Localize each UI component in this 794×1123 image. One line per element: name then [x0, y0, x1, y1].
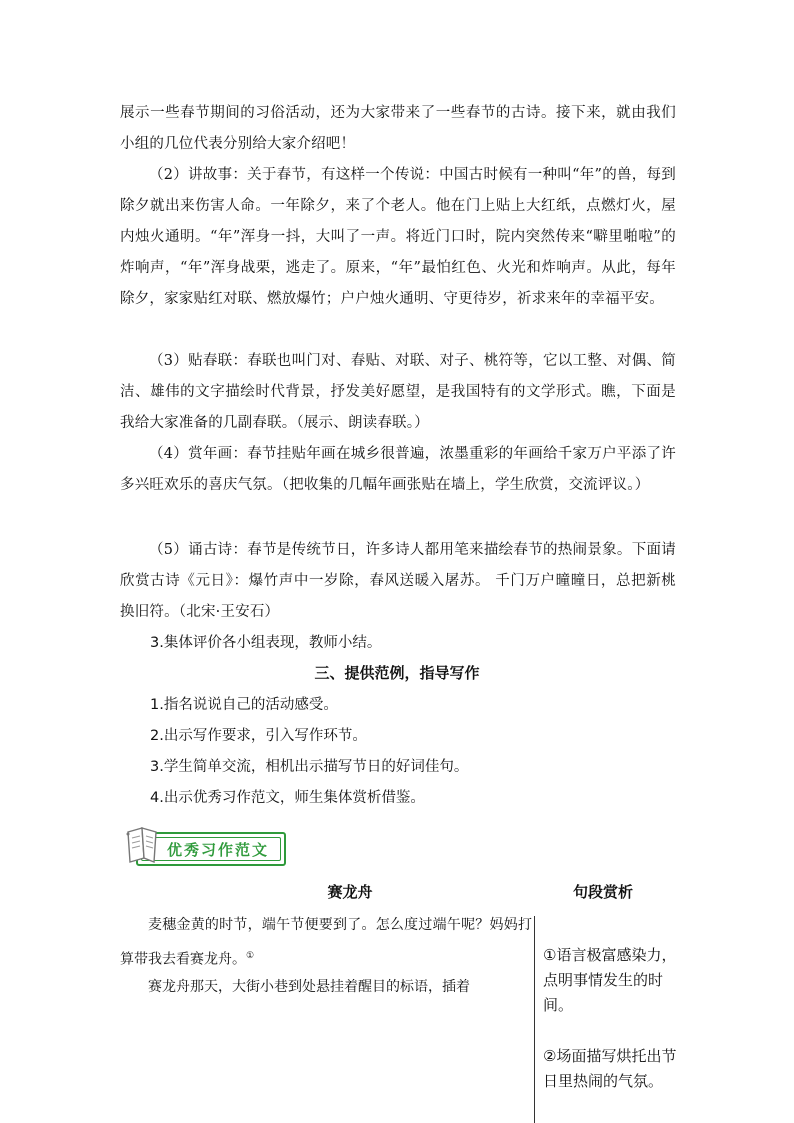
analysis-note-1: ①语言极富感染力，点明事情发生的时间。: [543, 946, 677, 1014]
step-4: 4.出示优秀习作范文，师生集体赏析借鉴。: [150, 790, 425, 806]
column-divider: [534, 916, 535, 1123]
step-3: 3.学生简单交流，相机出示描写节日的好词佳句。: [150, 759, 469, 775]
new-year-painting-paragraph: （4）赏年画：春节挂贴年画在城乡很普遍，浓墨重彩的年画给千家万户平添了许多兴旺欢乐的喜庆气氛。（把收集的几幅年画张贴在墙上，学生欣赏，交流评议。）: [120, 446, 676, 493]
analysis-title: 句段赏析: [572, 883, 633, 901]
step-evaluate: 3.集体评价各小组表现，教师小结。: [150, 635, 382, 651]
section-heading: 三、提供范例，指导写作: [314, 664, 480, 682]
couplets-paragraph: （3）贴春联：春联也叫门对、春贴、对联、对子、桃符等，它以工整、对偶、简洁、雄伟的文字描绘时代背景，抒发美好愿望，是我国特有的文学形式。瞧，下面是我给大家准备的几副春联。（展示、朗读春联。）: [120, 353, 676, 431]
annotation-marker-1: ①: [246, 951, 255, 961]
poem-paragraph: （5）诵古诗：春节是传统节日，许多诗人都用笔来描绘春节的热闹景象。下面请欣赏古诗《元日》：爆竹声中一岁除，春风送暖入屠苏。 千门万户曈曈日，总把新桃换旧符。（北宋·王安石）: [120, 542, 676, 620]
book-icon: [122, 822, 164, 866]
analysis-note-2: ②场面描写烘托出节日里热闹的气氛。: [543, 1047, 677, 1090]
intro-paragraph: 展示一些春节期间的习俗活动，还为大家带来了一些春节的古诗。接下来，就由我们小组的几位代表分别给大家介绍吧！: [120, 105, 676, 152]
essay-title: 赛龙舟: [327, 883, 373, 901]
step-2: 2.出示写作要求，引入写作环节。: [150, 728, 367, 744]
essay-paragraph-1: 麦穗金黄的时节，端午节便要到了。怎么度过端午呢？妈妈打算带我去看赛龙舟。①: [120, 917, 532, 968]
essay-paragraph-2: 赛龙舟那天，大街小巷到处悬挂着醒目的标语，插着: [148, 979, 470, 995]
step-1: 1.指名说说自己的活动感受。: [150, 697, 338, 713]
badge-label: 优秀习作范文: [141, 837, 281, 861]
story-paragraph: （2）讲故事：关于春节，有这样一个传说：中国古时候有一种叫“年”的兽，每到除夕就出来伤害人命。一年除夕，来了个老人。他在门上贴上大红纸，点燃灯火，屋内烛火通明。“年”浑身一抖，大叫了一声。将近门口时，院内突然传来“噼里啪啦”的炸响声，“年”浑身战栗，逃走了。原来，“年”最怕红色、火光和炸响声。从此，每年除夕，家家贴红对联、燃放爆竹；户户烛火通明、守更待岁，祈求来年的幸福平安。: [120, 167, 676, 307]
excellent-essay-badge: [122, 822, 282, 868]
